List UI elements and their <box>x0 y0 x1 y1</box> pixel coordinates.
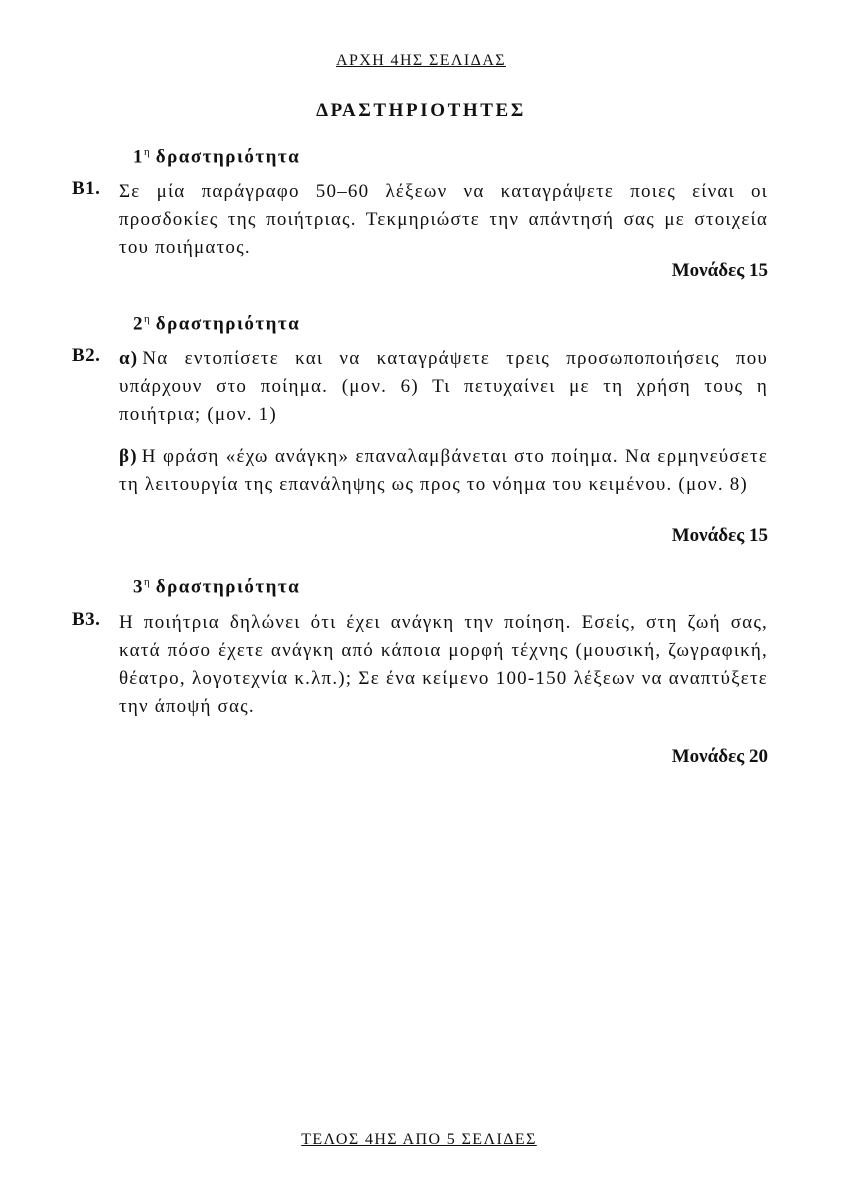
question-b3-body <box>119 609 768 721</box>
part-b-label: β) <box>119 446 138 467</box>
question-b2 <box>72 345 768 499</box>
question-b1 <box>72 178 768 262</box>
activity-3-number: 3 <box>133 576 144 598</box>
question-b1-label: Β1. <box>72 178 101 199</box>
activity-1-ordinal: η <box>144 146 150 158</box>
page-end-note: ΤΕΛΟΣ 4ΗΣ ΑΠΟ 5 ΣΕΛΙΔΕΣ <box>301 1131 537 1148</box>
question-b2-body <box>119 345 768 499</box>
activity-2-marks: Μονάδες 15 <box>671 525 768 546</box>
section-title: ΔΡΑΣΤΗΡΙΟΤΗΤΕΣ <box>316 100 526 121</box>
activity-3-title: δραστηριότητα <box>155 576 301 598</box>
page-start-note: ΑΡΧΗ 4ΗΣ ΣΕΛΙΔΑΣ <box>335 52 506 69</box>
question-b1-body <box>119 178 768 262</box>
question-b2-part-a <box>119 345 768 429</box>
part-a-text: Να εντοπίσετε και να καταγράψετε τρεις προσωποποιήσεις που υπάρχουν στο ποίημα. (μον. 6) Τι πετυχαίνει με τη χρήση τους η ποιήτρια; (μον. 1) <box>119 348 768 425</box>
activity-1-title: δραστηριότητα <box>155 146 301 168</box>
activity-1-marks: Μονάδες 15 <box>671 260 768 281</box>
activity-1-number: 1 <box>133 146 144 168</box>
activity-1-heading <box>133 146 300 168</box>
activity-2-number: 2 <box>133 313 144 335</box>
part-a-label: α) <box>119 348 139 369</box>
activity-3-marks: Μονάδες 20 <box>671 746 768 767</box>
question-b1-text: Σε μία παράγραφο 50–60 λέξεων να καταγράψετε ποιες είναι οι προσδοκίες της ποιήτριας. Τεκμηριώστε την απάντησή σας με στοιχεία του ποιήματος. <box>119 181 768 258</box>
question-b3-label: Β3. <box>72 609 101 630</box>
activity-3-heading <box>133 576 300 598</box>
activity-3-ordinal: η <box>144 576 150 588</box>
question-b2-label: Β2. <box>72 345 101 366</box>
activity-2-title: δραστηριότητα <box>155 313 301 335</box>
question-b3 <box>72 609 768 721</box>
part-b-text: Η φράση «έχω ανάγκη» επαναλαμβάνεται στο ποίημα. Να ερμηνεύσετε τη λειτουργία της επανάληψης ως προς το νόημα του κειμένου. (μον. 8) <box>119 446 768 495</box>
question-b2-part-b <box>119 443 768 499</box>
activity-2-ordinal: η <box>144 313 150 325</box>
activity-2-heading <box>133 313 300 335</box>
question-b3-text: Η ποιήτρια δηλώνει ότι έχει ανάγκη την ποίηση. Εσείς, στη ζωή σας, κατά πόσο έχετε ανάγκη από κάποια μορφή τέχνης (μουσική, ζωγραφική, θέατρο, λογοτεχνία κ.λπ.); Σε ένα κείμενο 100-150 λέξεων να αναπτύξετε την άποψή σας. <box>119 612 768 717</box>
